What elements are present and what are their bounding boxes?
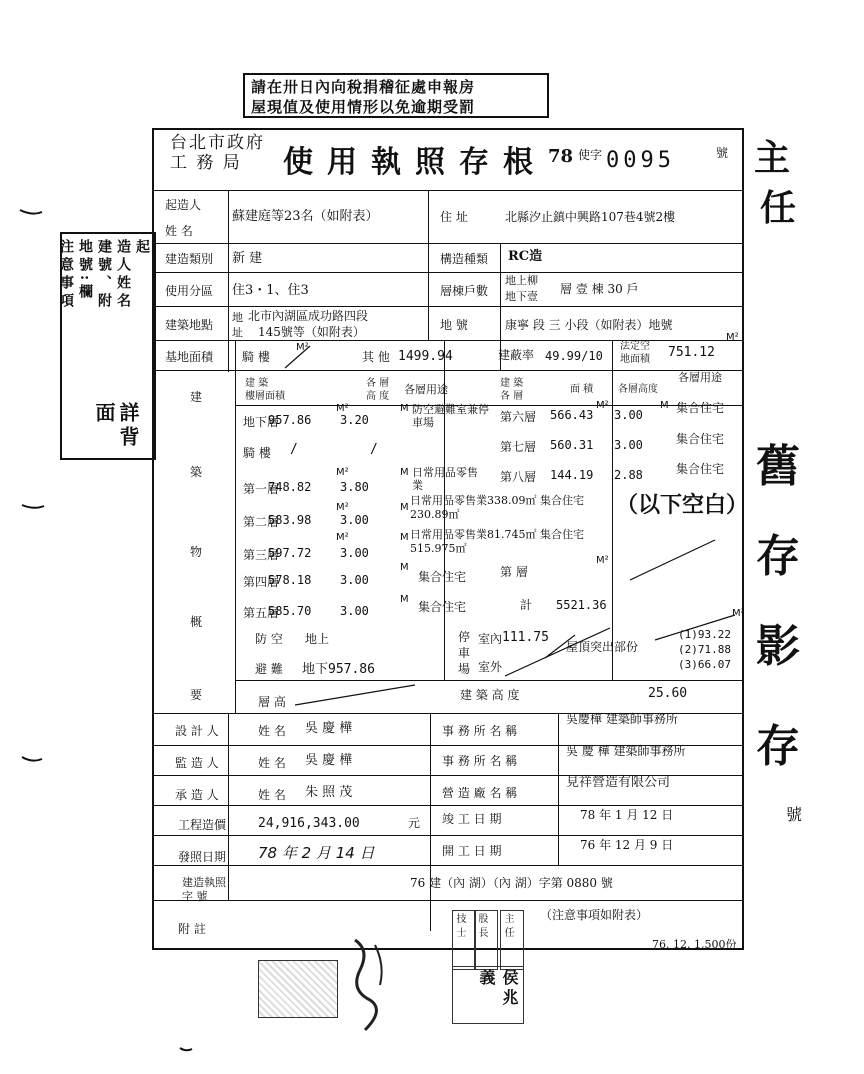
header-org-line-1: 台北市政府: [170, 133, 265, 153]
header-hao: 號: [716, 146, 729, 160]
cost-label: 工程造價: [178, 818, 227, 832]
unit-m: M: [400, 502, 409, 513]
unit-m2: M²: [726, 332, 739, 343]
floor-area: 583.98: [268, 513, 312, 527]
completion-label: 竣 工 日 期: [442, 812, 502, 826]
name-label: 姓 名: [258, 756, 286, 770]
site-value-1: 北市內湖區成功路四段: [248, 309, 369, 323]
side-vertical-1: 建: [190, 390, 203, 404]
unit-m2: M²: [296, 342, 309, 353]
owner-value: 蘇建庭等23名（如附表）: [232, 209, 379, 224]
floors-header-left-a: 建 築: [245, 378, 269, 389]
floor-area: 585.70: [268, 604, 312, 618]
floor-height: 2.88: [614, 468, 643, 482]
margin-char-2: 任: [760, 188, 797, 229]
floor-height: 3.00: [614, 438, 643, 452]
address-value: 北縣汐止鎮中興路107巷4號2樓: [505, 210, 676, 224]
roof-3: (3)66.07: [678, 658, 731, 671]
floor-use-blank-note: （以下空白）: [616, 493, 749, 518]
office-label: 事 務 所 名 稱: [442, 754, 518, 768]
roof-2: (2)71.88: [678, 643, 731, 656]
cost-yuan: 元: [408, 816, 421, 830]
note-value: （注意事項如附表）: [540, 908, 649, 922]
floor-name: 地下層: [243, 415, 280, 429]
page-title: 使用執照存根: [283, 145, 547, 180]
shelter-below: 地下957.86: [302, 662, 375, 677]
parking-indoor-value: 111.75: [502, 630, 549, 645]
floor-name: 第五層: [243, 606, 280, 620]
other-label: 其 他: [362, 350, 390, 364]
print-info: 76. 12. 1,500份: [652, 938, 737, 951]
legal-label-b: 地面積: [620, 354, 650, 365]
permit-label-a: 建造執照: [182, 876, 226, 889]
site-prefix-a: 地: [232, 311, 243, 324]
margin-char-1: 主: [754, 138, 791, 179]
cost-value: 24,916,343.00: [258, 816, 360, 831]
completion-value: 78 年 1 月 12 日: [580, 808, 674, 822]
unit-m: M: [400, 532, 409, 543]
annex-label: 騎 樓: [242, 350, 270, 364]
contractor-label: 承 造 人: [175, 788, 219, 802]
legal-label-a: 法定空: [620, 341, 650, 352]
floor-name: 第 層: [500, 565, 528, 579]
floors-header-right-d: 各層高度: [618, 384, 658, 395]
side-note-col-2: 地號:欄: [77, 239, 93, 303]
issue-label: 發照日期: [178, 850, 227, 864]
coverage-value: 49.99/10: [545, 349, 603, 363]
margin-char-7: 號: [786, 805, 803, 824]
floor-height: 3.00: [340, 573, 369, 587]
unit-m: M: [660, 400, 669, 411]
floor-use: 集合住宅: [418, 600, 467, 614]
floor-height-label: 層 高: [258, 695, 286, 709]
side-note-col-5: 起: [134, 239, 150, 257]
side-vertical-2: 築: [190, 465, 203, 479]
start-label: 開 工 日 期: [442, 844, 502, 858]
margin-char-4: 存: [756, 531, 800, 582]
office-label: 事 務 所 名 稱: [442, 724, 518, 738]
name-label: 姓 名: [258, 724, 286, 738]
floors-text: 層 壹 棟 30 戶: [560, 282, 639, 296]
floor-name: 計: [520, 598, 533, 612]
firm-name: 見祥營造有限公司: [566, 775, 671, 790]
coverage-label: 建蔽率: [498, 348, 535, 362]
floor-area: 5521.36: [556, 598, 607, 612]
floor-area: 144.19: [550, 468, 594, 482]
unit-m: M: [400, 467, 409, 478]
floor-height: 3.00: [614, 408, 643, 422]
unit-m: M: [400, 594, 409, 605]
floor-name: 第二層: [243, 515, 280, 529]
floor-area: 566.43: [550, 408, 594, 422]
floor-name: 第四層: [243, 575, 280, 589]
margin-char-5: 影: [756, 621, 800, 672]
header-org-line-2: 工 務 局: [170, 153, 242, 173]
lot-value: 康寧 段 三 小段（如附表）地號: [505, 318, 673, 332]
floor-height: /: [370, 442, 378, 457]
floor-area: 597.72: [268, 546, 312, 560]
floor-name: 第八層: [500, 470, 537, 484]
approval-stamp-c-text: 主任: [502, 913, 513, 941]
floor-use: 防空避難室兼停車場: [412, 403, 489, 429]
owner-label-a: 起造人: [165, 198, 202, 212]
floor-area: 957.86: [268, 413, 312, 427]
floors-header-right-b: 各 層: [500, 391, 524, 402]
floor-area: /: [290, 442, 298, 457]
side-vertical-3: 物: [190, 545, 203, 559]
approval-stamp-a-text: 技士: [454, 913, 465, 941]
shelter-above: 地上: [305, 632, 330, 646]
floor-name: 第一層: [243, 482, 280, 496]
header-year: 78: [548, 146, 574, 167]
designer-name: 吳 慶 樺: [305, 721, 353, 736]
zone-value: 住3・1、住3: [232, 283, 309, 298]
permit-value: 76 建（內 湖）（內 湖）字第 0880 號: [410, 876, 613, 890]
floor-height: 3.20: [340, 413, 369, 427]
side-note-col-3: 建號、附: [96, 239, 112, 311]
floors-header-left-e: 各層用途: [404, 383, 448, 396]
site-prefix-b: 址: [232, 326, 243, 339]
side-note-col-1: 注意事項: [58, 239, 74, 311]
floor-height: 3.00: [340, 604, 369, 618]
header-type-char: 使字: [578, 148, 603, 162]
floors-header-right-a: 建 築: [500, 378, 524, 389]
floors-header-left-b: 樓層面積: [245, 391, 285, 402]
side-note-col-4: 造人姓名: [115, 239, 131, 311]
supervisor-label: 監 造 人: [175, 756, 219, 770]
name-label: 姓 名: [258, 788, 286, 802]
floors-header-left-c: 各 層: [366, 378, 390, 389]
unit-m: M: [400, 562, 409, 573]
floor-height: 3.00: [340, 546, 369, 560]
floors-label: 層棟戶數: [440, 284, 489, 298]
base-area-label: 基地面積: [165, 350, 214, 364]
other-value: 1499.94: [398, 349, 453, 364]
floor-name: 騎 樓: [243, 446, 271, 460]
category-value: 新 建: [232, 251, 263, 266]
firm-label: 營 造 廠 名 稱: [442, 786, 518, 800]
building-height-value: 25.60: [648, 686, 688, 701]
floor-area: 560.31: [550, 438, 594, 452]
floor-area: 748.82: [268, 480, 312, 494]
unit-m: M: [400, 403, 409, 414]
floor-area: 578.18: [268, 573, 312, 587]
structure-label: 構造種類: [440, 252, 489, 266]
floor-use: 集合住宅: [676, 462, 725, 476]
floor-use: 日常用品零售業: [412, 466, 478, 492]
unit-m2: M²: [336, 532, 349, 543]
side-note-foot: 詳背面: [92, 402, 140, 450]
owner-label-b: 姓 名: [165, 224, 193, 238]
margin-char-3: 舊: [756, 441, 800, 492]
contractor-name: 朱 照 茂: [305, 785, 353, 800]
unit-m2: M²: [596, 555, 609, 566]
floors-below: 地下壹: [505, 290, 538, 303]
zone-label: 使用分區: [165, 284, 214, 298]
issue-value: 78 年 2 月 14 日: [258, 844, 375, 862]
parking-c: 場: [458, 662, 471, 676]
supervisor-office: 吳 慶 樺 建築師事務所: [566, 744, 686, 758]
start-value: 76 年 12 月 9 日: [580, 838, 674, 852]
floors-header-right-e: 各層用途: [678, 371, 722, 384]
floors-header-left-d: 高 度: [366, 391, 390, 402]
floor-name: 第六層: [500, 410, 537, 424]
margin-char-6: 存: [756, 721, 800, 772]
signature-text: 侯兆義: [477, 969, 519, 1009]
unit-m2: M²: [336, 403, 349, 414]
site-value-2: 145號等（如附表）: [258, 325, 365, 339]
permit-label-b: 字 號: [182, 890, 208, 903]
note-label: 附 註: [178, 922, 206, 936]
shelter-label-a: 防 空: [255, 632, 283, 646]
header-number: 0095: [606, 148, 675, 173]
roof-1: (1)93.22: [678, 628, 731, 641]
notice-line-1: 請在卅日內向稅捐稽征處申報房: [251, 78, 476, 96]
designer-office: 吳慶樺 建築師事務所: [566, 712, 678, 726]
floor-name: 第三層: [243, 548, 280, 562]
structure-value: RC造: [508, 249, 543, 264]
legal-value: 751.12: [668, 345, 715, 360]
category-label: 建造類別: [165, 252, 214, 266]
parking-a: 停: [458, 630, 471, 644]
floor-name: 第七層: [500, 440, 537, 454]
unit-m2: M²: [732, 608, 745, 619]
notice-line-2: 屋現值及使用情形以免逾期受罰: [251, 98, 476, 116]
supervisor-name: 吳 慶 樺: [305, 753, 353, 768]
floor-use: 集合住宅: [418, 570, 467, 584]
shelter-label-b: 避 難: [255, 662, 283, 676]
parking-indoor: 室內: [478, 632, 503, 646]
floor-use: 集合住宅: [676, 401, 725, 415]
building-height-label: 建 築 高 度: [460, 688, 520, 702]
floors-header-right-c: 面 積: [570, 384, 594, 395]
address-label: 住 址: [440, 210, 468, 224]
floor-height: 3.80: [340, 480, 369, 494]
side-vertical-5: 要: [190, 688, 203, 702]
floor-height: 3.00: [340, 513, 369, 527]
floors-above: 地上柳: [505, 274, 538, 287]
parking-b: 車: [458, 646, 471, 660]
parking-outdoor: 室外: [478, 660, 503, 674]
roof-label: 屋頂突出部份: [566, 640, 639, 654]
designer-label: 設 計 人: [175, 724, 219, 738]
unit-m2: M²: [336, 467, 349, 478]
unit-m2: M²: [336, 502, 349, 513]
floor-use: 日常用品零售業338.09㎡ 集合住宅230.89㎡: [410, 494, 584, 521]
approval-stamp-b-text: 股長: [476, 913, 487, 941]
site-label: 建築地點: [165, 318, 214, 332]
lot-label: 地 號: [440, 318, 468, 332]
unit-m2: M²: [596, 400, 609, 411]
side-vertical-4: 概: [190, 615, 203, 629]
floor-use: 日常用品零售業81.745㎡ 集合住宅515.975㎡: [410, 528, 584, 555]
floor-use: 集合住宅: [676, 432, 725, 446]
